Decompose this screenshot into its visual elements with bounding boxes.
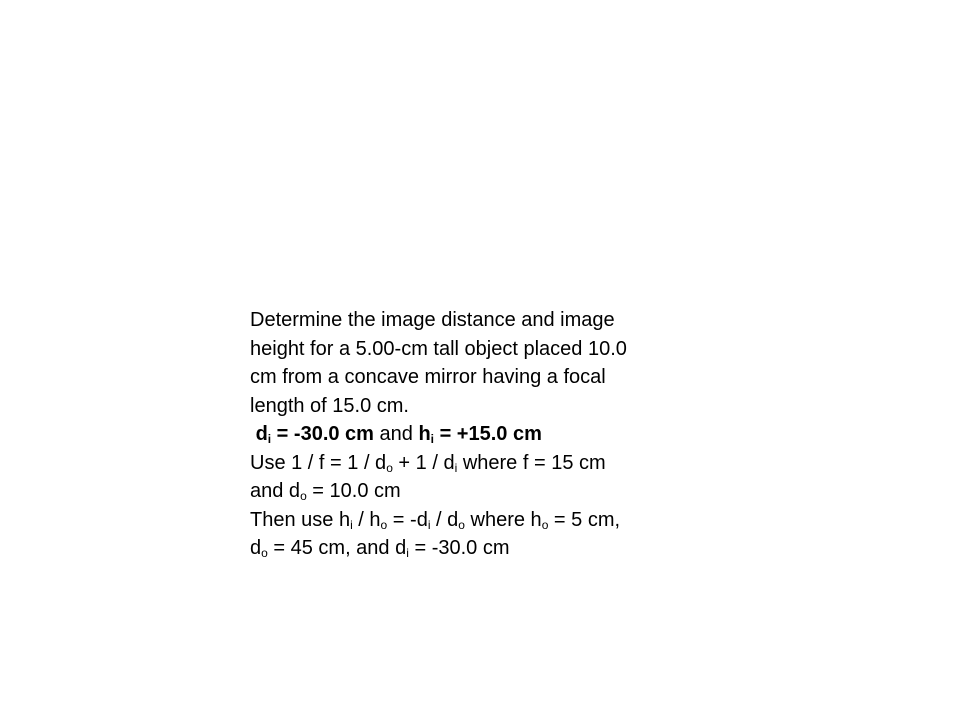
slide-textbox [250,306,750,563]
problem-line: length of 15.0 cm. [250,394,409,417]
answer-hi: $h_i = +15.0$ cm [418,423,542,446]
problem-line: Determine the image distance and image [250,309,615,331]
problem-line: cm from a concave mirror having a focal [250,366,606,388]
step2-line: Then use $h_i / h_o = -d_i / d_o$ where $h_o = 5$ cm, [250,508,621,532]
answer-and: and [373,423,419,445]
step2-line: $d_o = 45$ cm, and $d_i = -30.0$ cm [250,537,510,560]
step1-line: Use $1 / f = 1 / d_o + 1 / d_i$ where f = 15 cm [250,451,606,475]
answer-di: $d_i = -30.0$ cm [255,423,374,446]
step1-line: and $d_o = 10.0$ cm [250,480,401,503]
problem-line: height for a 5.00-cm tall object placed 10.0 [250,337,627,360]
answer-line [250,420,750,449]
